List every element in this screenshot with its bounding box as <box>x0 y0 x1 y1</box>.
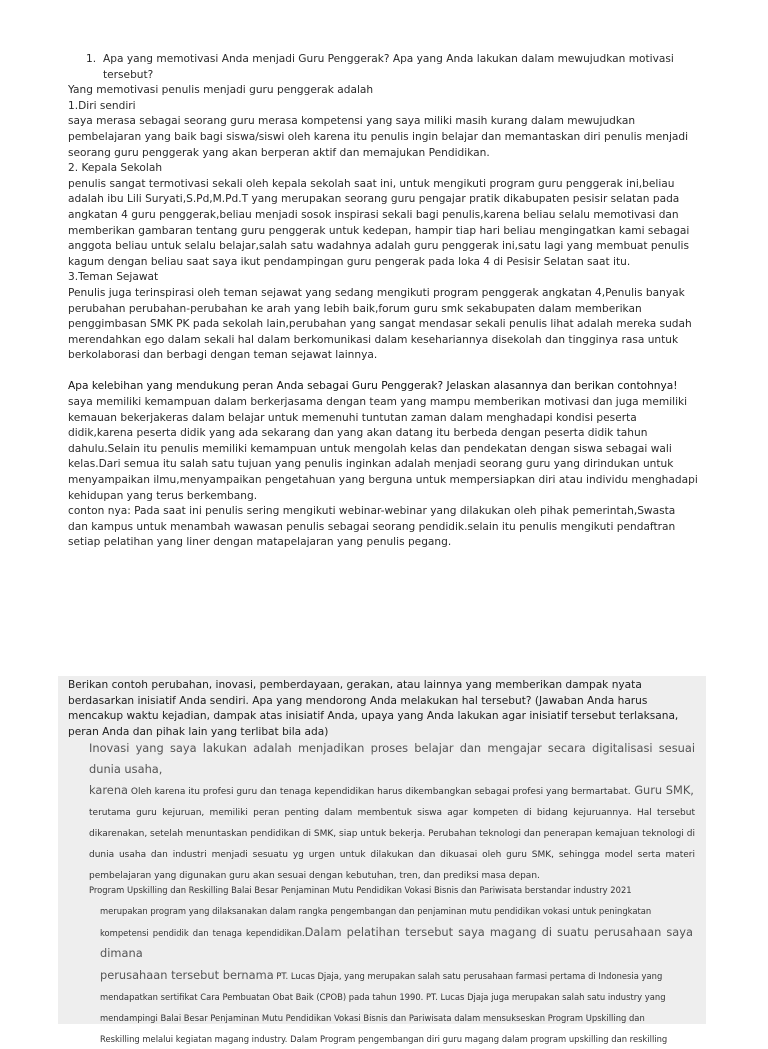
question-3-text: Berikan contoh perubahan, inovasi, pemberdayaan, gerakan, atau lainnya yang memberikan dampak nyata berdasarkan inisiatif Anda sendiri. Apa yang mendorong Anda melakukan hal tersebut? (Jawaban Anda harus mencakup waktu kejadian, dampak atas inisiatif Anda, upaya yang Anda lakukan agar inisiatif tersebut terlaksana, peran Anda dan pihak lain yang terlibat bila ada) <box>68 679 679 738</box>
program-line: mendapatkan sertifikat Cara Pembuatan Obat Baik (CPOB) pada tahun 1990. PT. Lucas Djaja juga merupakan salah satu industry yang <box>100 991 666 1002</box>
question-number: 1. <box>86 53 97 65</box>
item-heading: 3.Teman Sejawat <box>68 271 159 284</box>
item-heading: 2. Kepala Sekolah <box>68 162 163 175</box>
program-line: Reskilling melalui kegiatan magang industry. Dalam Program pengembangan diri guru magang dalam program upskilling dan reskilling <box>100 1033 668 1044</box>
answer-text: saya memiliki kemampuan dalam berkerjasama dengan team yang mampu memberikan motivasi dan juga memiliki kemauan bekerjakeras dalam belajar untuk memenuhi tuntutan zaman dalam menghadapi kondisi peserta didik,karena peserta didik yang ada sekarang dan yang akan datang itu berbeda dengan peserta didik tahun dahulu.Selain itu penulis memiliki kemampuan untuk mengolah kelas dan pendekatan dengan siswa sebagai wali kelas.Dari semua itu salah satu tujuan yang penulis inginkan adalah menjadi seorang guru yang dirindukan untuk menyampaikan ilmu,menyampaikan pengetahuan yang berguna untuk mempersiapkan diri atau individu menghadapi kehidupan yang terus berkembang. <box>68 396 698 502</box>
section-innovation-answer <box>89 738 695 887</box>
question-1 <box>86 52 698 83</box>
question-text: Apa yang memotivasi Anda menjadi Guru Penggerak? Apa yang Anda lakukan dalam mewujudkan motivasi tersebut? <box>103 53 674 81</box>
program-line: mendampingi Balai Besar Penjaminan Mutu Pendidikan Vokasi Bisnis dan Pariwisata dalam mensukseskan Program Upskilling dan <box>100 1012 645 1023</box>
item-heading: 1.Diri sendiri <box>68 99 136 112</box>
answer-line: karena Oleh karena itu profesi guru dan tenaga kependidikan harus dikembangkan sebagai profesi yang bermartabat. Guru SMK, <box>89 783 694 797</box>
answer-paragraph: terutama guru kejuruan, memiliki peran penting dalam membentuk siswa agar kompeten di bidang kejuruannya. Hal tersebut dikarenakan, setelah menuntaskan pendidikan di SMK, siap untuk bekerja. Perubahan teknologi dan penerapan kemajuan teknologi di dunia usaha dan industri menjadi sesuatu yg urgen untuk dilakukan dan dikuasai oleh guru SMK, sehingga model serta materi pembelajaran yang digunakan guru akan sesuai dengan kebutuhan, tren, dan prediksi masa depan. <box>89 808 695 881</box>
section-motivation <box>68 52 698 551</box>
answer-line: Inovasi yang saya lakukan adalah menjadikan proses belajar dan mengajar secara digitalisasi sesuai dunia usaha, <box>89 741 695 776</box>
program-line: Program Upskilling dan Reskilling Balai Besar Penjaminan Mutu Pendidikan Vokasi Bisnis dan Pariwisata berstandar industry 2021 <box>89 885 632 895</box>
item-text: saya merasa sebagai seorang guru merasa kompetensi yang saya miliki masih kurang dalam mewujudkan pembelajaran yang baik bagi siswa/siswi oleh karena itu penulis ingin belajar dan memantaskan diri penulis menjadi seorang guru penggerak yang akan berperan aktif dan memajukan Pendidikan. <box>68 115 689 159</box>
program-line: merupakan program yang dilaksanakan dalam rangka pengembangan dan penjaminan mutu pendidikan vokasi untuk peningkatan <box>100 905 652 916</box>
item-text: penulis sangat termotivasi sekali oleh kepala sekolah saat ini, untuk mengikuti program guru penggerak ini,beliau adalah ibu Lili Suryati,S.Pd,M.Pd.T yang merupakan seorang guru pengajar pratik dikabupaten pesisir selatan pada angkatan 4 guru penggerak,beliau menjadi sosok inspirasi sekali bagi penulis,karena beliau selalu memotivasi dan memberikan gambaran tentang guru penggerak untuk kedepan, hampir tiap hari beliau mengingatkan kami sebagai anggota beliau untuk selalu belajar,salah satu wadahnya adalah guru penggerak ini,satu lagi yang membuat penulis kagum dengan beliau saat saya ikut pendampingan guru pengerak pada loka 4 di Pesisir Selatan saat itu. <box>68 177 690 268</box>
program-line: kompetensi pendidik dan tenaga kependidikan.Dalam pelatihan tersebut saya magang di suatu perusahaan saya dimana <box>100 924 693 961</box>
question-2-text: Apa kelebihan yang mendukung peran Anda sebagai Guru Penggerak? Jelaskan alasannya dan berikan contohnya! <box>68 380 678 393</box>
answer-intro: Yang memotivasi penulis menjadi guru penggerak adalah <box>68 84 374 97</box>
item-text: Penulis juga terinspirasi oleh teman sejawat yang sedang mengikuti program penggerak angkatan 4,Penulis banyak perubahan perubahan-perubahan ke arah yang lebih baik,forum guru smk sekabupaten dalam memberikan penggimbasan SMK PK pada sekolah lain,perubahan yang sangat mendasar sekali penulis lihat adalah mereka sudah merendahkan ego dalam sekali hal dalam berkomunikasi dalam kesehariannya disekolah dan tingginya rasa untuk berkolaborasi dan berbagi dengan teman sejawat lainnya. <box>68 286 692 362</box>
program-line: perusahaan tersebut bernama PT. Lucas Djaja, yang merupakan salah satu perusahaan farmasi pertama di Indonesia yang <box>100 968 663 983</box>
example-text: conton nya: Pada saat ini penulis sering mengikuti webinar-webinar yang dilakukan oleh pihak pemerintah,Swasta dan kampus untuk menambah wawasan penulis sebagai seorang pendidik.selain itu penulis mengikuti pendaftran setiap pelatihan yang liner dengan matapelajaran yang penulis pegang. <box>68 505 676 549</box>
